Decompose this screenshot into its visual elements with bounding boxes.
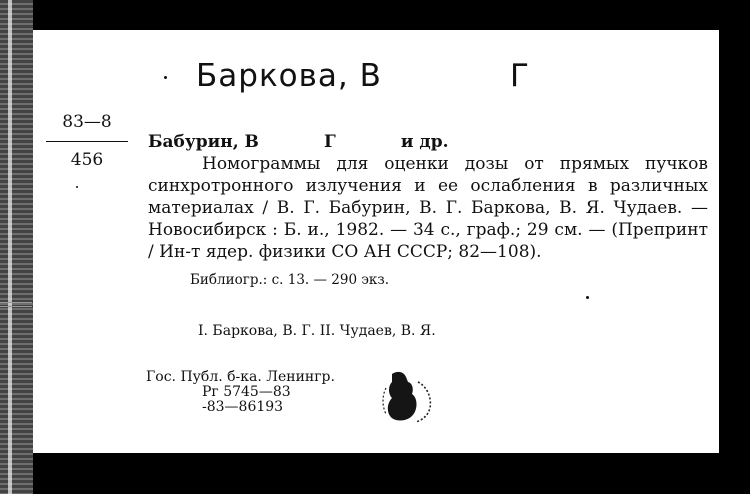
handwritten-name — [196, 58, 530, 94]
holding-line-2: Рг 5745—83 — [202, 384, 291, 400]
scan-border-top — [33, 0, 750, 32]
scan-border-right — [718, 18, 750, 494]
ink-speck — [164, 76, 167, 79]
bibliography-note: Библиогр.: с. 13. — 290 экз. — [190, 272, 389, 288]
scan-border-bottom — [33, 452, 750, 494]
entry-body: Номограммы для оценки дозы от прямых пучков синхротронного излучения и ее ослабления в различных материалах / В. Г. Бабурин, В. Г. Баркова, В. Я. Чудаев. — Новосибирск : Б. и., 1982. — 34 с., граф.; 29 см. — (Препринт / Ин-т ядер. физики СО АН СССР; 82—108). — [148, 154, 708, 262]
handwritten-name-text: Баркова, В — [196, 58, 382, 94]
tracings: I. Баркова, В. Г. II. Чудаев, В. Я. — [198, 323, 436, 339]
handwritten-initial: Г — [510, 58, 530, 94]
holding-stamp-text — [146, 370, 335, 415]
scan-guide-line — [0, 302, 32, 303]
ink-speck — [586, 296, 589, 299]
catalog-entry — [148, 131, 708, 291]
scan-guide-line — [0, 306, 32, 307]
library-stamp-icon — [378, 368, 438, 424]
holding-line-3: -83—86193 — [202, 399, 284, 415]
holding-line-1: Гос. Публ. б-ка. Ленингр. — [146, 369, 335, 385]
entry-heading: Бабурин, В Г и др. — [148, 132, 449, 152]
shelfmark-top: 83—8 — [62, 112, 112, 132]
shelfmark-bottom: 456 — [70, 150, 104, 170]
scan-border-left — [0, 0, 33, 494]
shelfmark — [46, 112, 128, 170]
shelfmark-rule — [46, 141, 128, 142]
ink-speck — [76, 186, 78, 188]
